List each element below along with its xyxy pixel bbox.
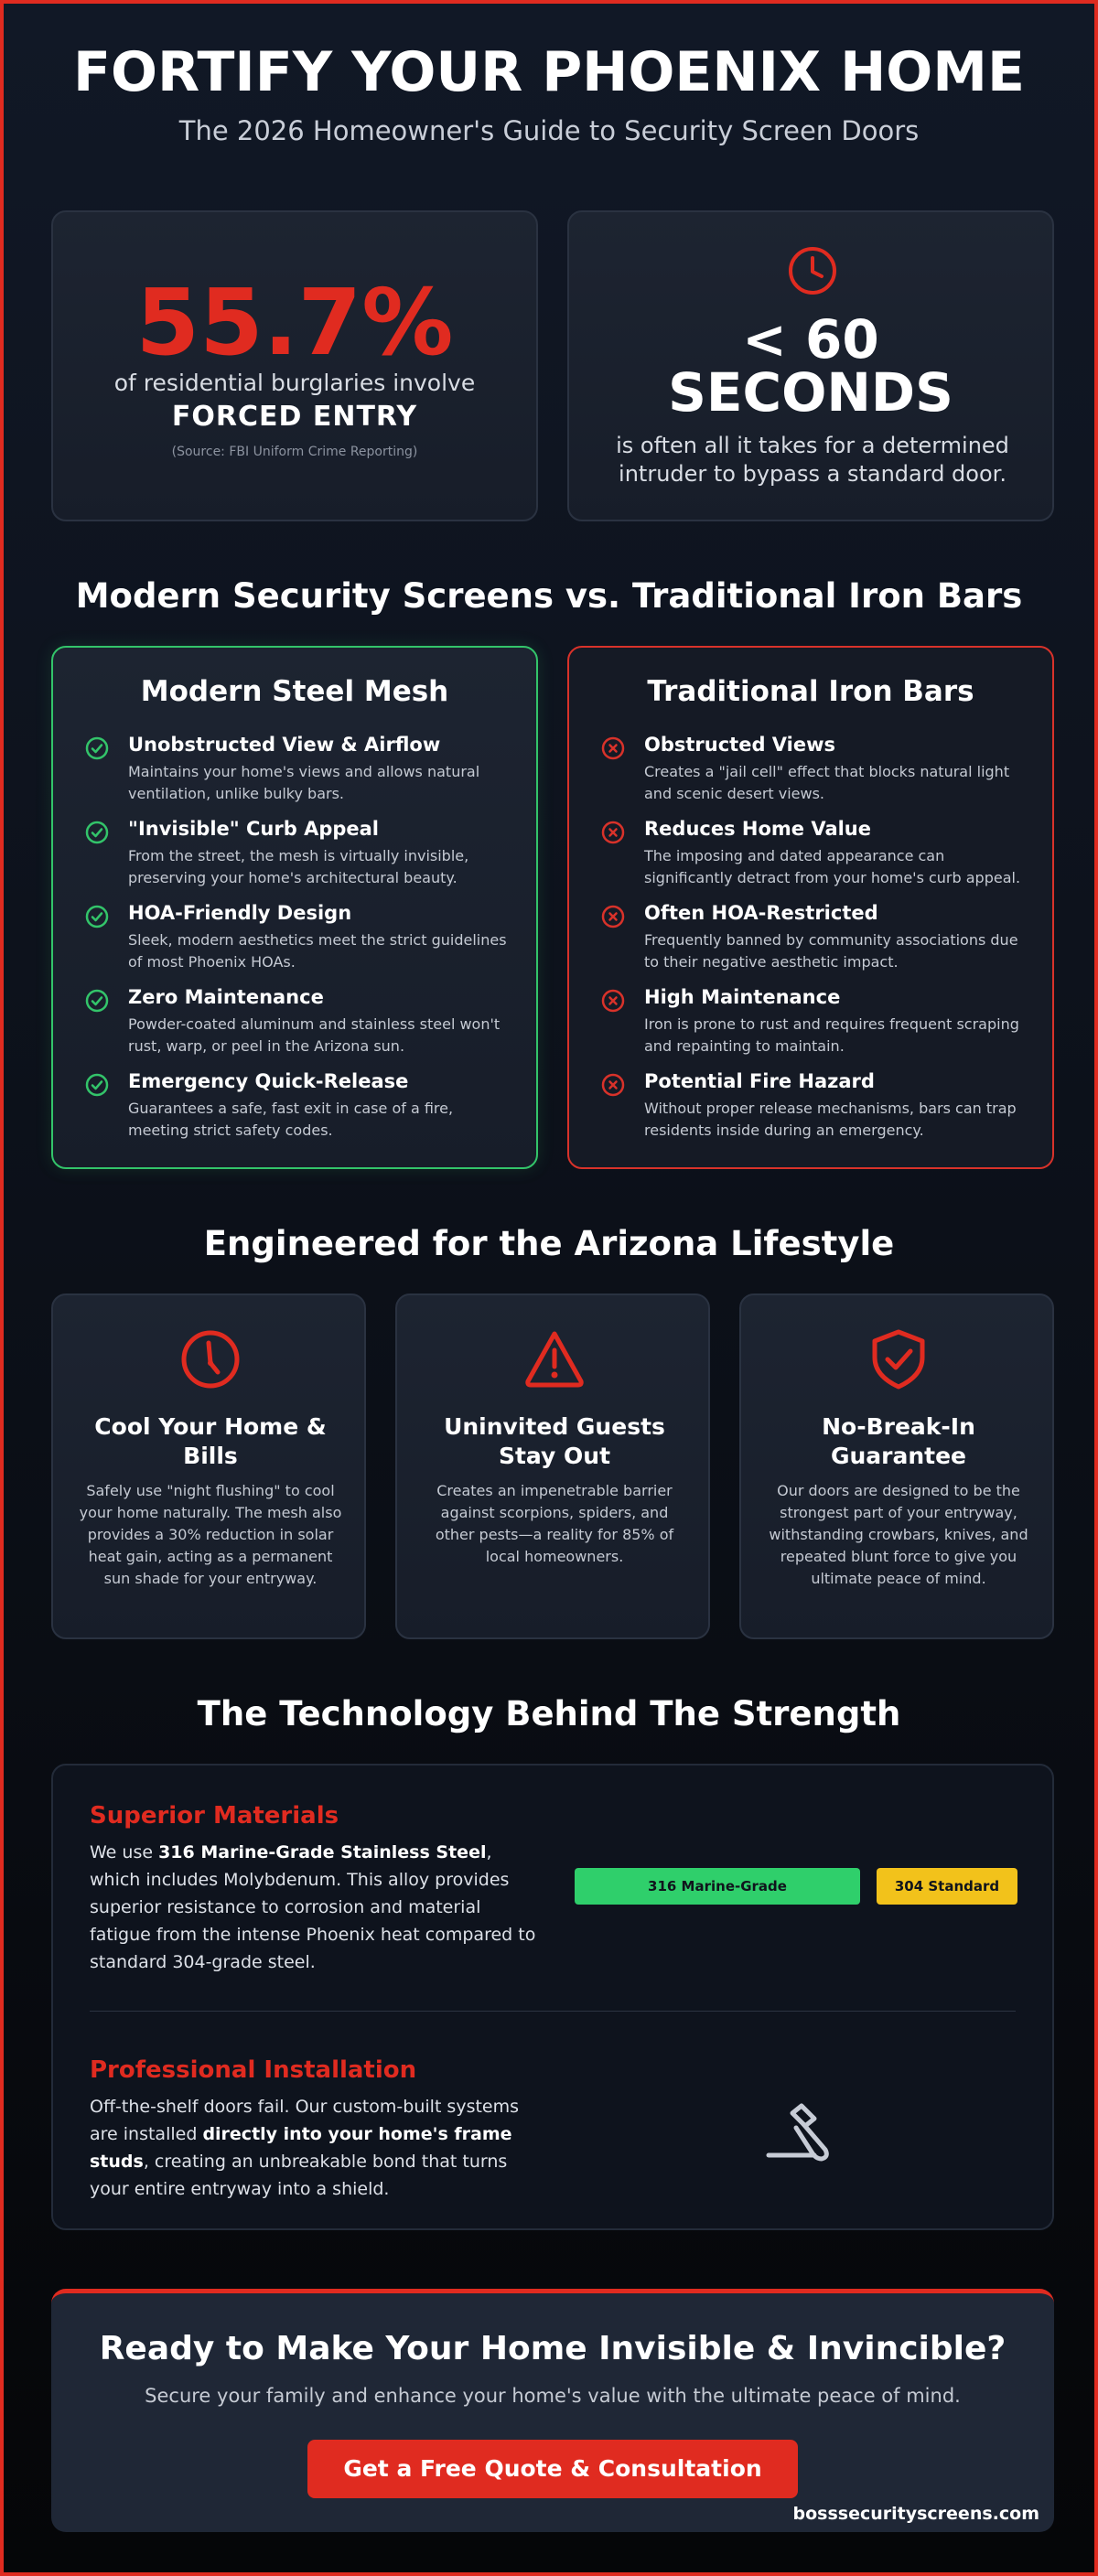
website-link[interactable]: bosssecurityscreens.com [792,2504,1039,2524]
stat-line: of residential burglaries involve [113,370,476,396]
installation-text-part: Off-the-shelf doors fail. Our custom-built systems are installed [90,2097,520,2144]
stat-time-line2: SECONDS [668,361,953,424]
installation-heading: Professional Installation [90,2056,417,2084]
materials-text-part: We use [90,1842,159,1862]
feature-card-pests [395,1293,710,1639]
materials-text-bold: 316 Marine-Grade Stainless Steel [158,1842,487,1862]
installation-text-bold: directly into your home's frame studs [90,2124,512,2172]
grade-316-bar: 316 Marine-Grade [575,1868,860,1905]
list-item-text: Creates a "jail cell" effect that blocks natural light and scenic desert views. [644,763,1010,802]
check-circle-icon [84,735,110,761]
stat-card-seconds [567,210,1054,521]
list-item [600,986,1030,1070]
cta-title: Ready to Make Your Home Invisible & Invincible? [99,2330,1006,2367]
grade-304-bar: 304 Standard [877,1868,1017,1905]
x-circle-icon [600,1072,626,1098]
shield-check-icon [867,1328,930,1390]
feature-card-cooling [51,1293,366,1639]
x-circle-icon [600,735,626,761]
hammer-icon [765,2102,842,2179]
materials-heading: Superior Materials [90,1802,339,1830]
x-circle-icon [600,988,626,1014]
list-item-text: Frequently banned by community associations due to their negative aesthetic impact. [644,931,1018,971]
stat-source: (Source: FBI Uniform Crime Reporting) [171,445,418,459]
list-item-heading: "Invisible" Curb Appeal [128,818,380,840]
list-item-text: Without proper release mechanisms, bars can trap residents inside during an emergency. [644,1100,1017,1139]
feature-text: Creates an impenetrable barrier against scorpions, spiders, and other pests—a reality for 85% of local homeowners. [435,1482,674,1565]
installation-text-part: , creating an unbreakable bond that turns your entire entryway into a shield. [90,2152,508,2199]
list-item [84,1070,514,1154]
stat-time-description: is often all it takes for a determined intruder to bypass a standard door. [616,433,1009,487]
list-item-heading: Emergency Quick-Release [128,1070,409,1092]
list-item-heading: Unobstructed View & Airflow [128,734,441,756]
comparison-title: Modern Security Screens vs. Traditional Iron Bars [75,576,1023,616]
list-item-text: From the street, the mesh is virtually invisible, preserving your home's architectural beauty. [128,847,469,886]
technology-title: The Technology Behind The Strength [197,1694,901,1733]
feature-card-guarantee [739,1293,1054,1639]
list-item-heading: Potential Fire Hazard [644,1070,875,1092]
check-circle-icon [84,1072,110,1098]
modern-mesh-card [51,646,538,1169]
feature-title: Cool Your Home & Bills [94,1413,327,1469]
list-item [84,902,514,986]
feature-title: Uninvited Guests Stay Out [444,1413,665,1469]
thermometer-icon [179,1328,242,1390]
warning-icon [523,1328,586,1390]
list-item [84,818,514,902]
list-item-text: The imposing and dated appearance can significantly detract from your home's curb appeal. [644,847,1021,886]
check-circle-icon [84,988,110,1014]
feature-text: Our doors are designed to be the strongest part of your entryway, withstanding crowbars, knives, and repeated blunt force to give you ultimate peace of mind. [769,1482,1028,1587]
stat-percentage: 55.7% [135,269,454,376]
cta-subtitle: Secure your family and enhance your home's value with the ultimate peace of mind. [145,2385,961,2407]
iron-bars-title: Traditional Iron Bars [647,675,974,708]
x-circle-icon [600,820,626,845]
list-item [84,986,514,1070]
stat-emphasis: FORCED ENTRY [171,401,418,433]
list-item [600,1070,1030,1154]
iron-bars-card [567,646,1054,1169]
iron-bars-list [600,734,1030,1154]
stat-time-value [569,308,1052,424]
stat-time-line1: < 60 [742,308,879,370]
list-item-heading: Reduces Home Value [644,818,872,840]
free-quote-button[interactable]: Get a Free Quote & Consultation [307,2440,798,2498]
stat-card-burglaries [51,210,538,521]
list-item-text: Maintains your home's views and allows natural ventilation, unlike bulky bars. [128,763,480,802]
list-item-text: Sleek, modern aesthetics meet the strict guidelines of most Phoenix HOAs. [128,931,507,971]
list-item-text: Powder-coated aluminum and stainless steel won't rust, warp, or peel in the Arizona sun. [128,1015,501,1055]
page-subtitle: The 2026 Homeowner's Guide to Security Screen Doors [178,115,920,146]
materials-text [90,1839,538,1976]
list-item-heading: Often HOA-Restricted [644,902,878,924]
list-item-text: Iron is prone to rust and requires frequent scraping and repainting to maintain. [644,1015,1019,1055]
cta-card [51,2289,1054,2532]
list-item-heading: High Maintenance [644,986,841,1008]
technology-card [51,1764,1054,2230]
page-title: FORTIFY YOUR PHOENIX HOME [73,40,1025,104]
list-item-heading: Zero Maintenance [128,986,324,1008]
list-item-text: Guarantees a safe, fast exit in case of a fire, meeting strict safety codes. [128,1100,454,1139]
check-circle-icon [84,904,110,929]
installation-text [90,2093,538,2203]
features-title: Engineered for the Arizona Lifestyle [203,1224,895,1263]
x-circle-icon [600,904,626,929]
list-item [600,734,1030,818]
materials-text-part: , which includes Molybdenum. This alloy provides superior resistance to corrosion and material fatigue from the intense Phoenix heat compared to standard 304-grade steel. [90,1842,536,1972]
list-item-heading: Obstructed Views [644,734,836,756]
feature-title: No-Break-In Guarantee [822,1413,975,1469]
list-item-heading: HOA-Friendly Design [128,902,352,924]
list-item [600,818,1030,902]
check-circle-icon [84,820,110,845]
list-item [600,902,1030,986]
modern-mesh-title: Modern Steel Mesh [140,675,449,708]
clock-icon [787,245,838,296]
feature-text: Safely use "night flushing" to cool your home naturally. The mesh also provides a 30% reduction in solar heat gain, acting as a permanent sun shade for your entryway. [79,1482,342,1587]
list-item [84,734,514,818]
divider [90,2011,1016,2012]
modern-mesh-list [84,734,514,1154]
